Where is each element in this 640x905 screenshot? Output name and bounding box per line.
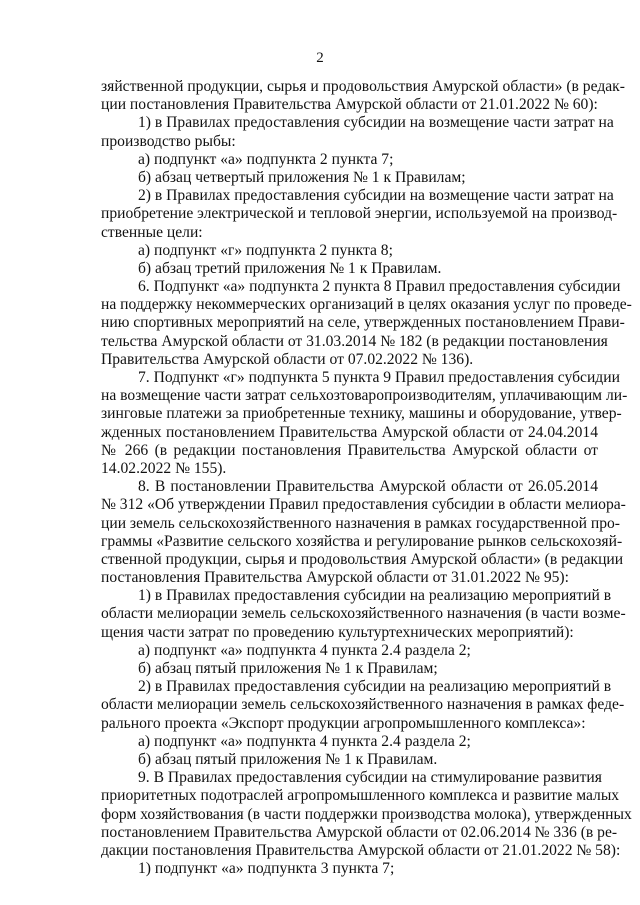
text-line: Правительства Амурской области от 07.02.2022 № 136). [101, 350, 474, 368]
paragraph [101, 860, 598, 878]
text-line: 1) подпункт «а» подпункта 3 пункта 7; [138, 860, 395, 878]
text-line: ции постановления Правительства Амурской области от 21.01.2022 № 60): [101, 96, 598, 114]
paragraph [101, 587, 626, 642]
text-line: б) абзац четвертый приложения № 1 к Правилам; [138, 168, 466, 186]
paragraph [101, 151, 598, 169]
paragraph [101, 187, 618, 242]
text-line: б) абзац пятый приложения № 1 к Правилам; [138, 660, 438, 677]
text-line: области мелиорации земель сельскохозяйственного назначения (в части возме- [101, 605, 626, 623]
text-line: 14.02.2022 № 155). [101, 459, 227, 477]
text-line: зинговые платежи за приобретенные технику, машины и оборудование, утвер- [101, 405, 622, 423]
text-line: рального проекта «Экспорт продукции агропромышленного комплекса»: [101, 714, 586, 732]
text-line: 2) в Правилах предоставления субсидии на реализацию мероприятий в [138, 678, 612, 696]
paragraph [101, 751, 598, 769]
text-line: граммы «Развитие сельского хозяйства и регулирование рынков сельскохозяй- [101, 532, 623, 550]
paragraph [101, 78, 625, 114]
text-line: приоритетных подотраслей агропромышленного комплекса и развитие малых [101, 787, 620, 805]
text-line: а) подпункт «г» подпункта 2 пункта 8; [138, 241, 393, 259]
text-line: тельства Амурской области от 31.03.2014 № 182 (в редакции постановления [101, 332, 608, 350]
text-line: ственные цели: [101, 223, 203, 241]
document-body [101, 78, 632, 878]
paragraph [101, 660, 598, 678]
text-line: 8. В постановлении Правительства Амурской области от 26.05.2014 [138, 478, 598, 496]
text-line: № 312 «Об утверждении Правил предоставления субсидии в области мелиора- [101, 496, 626, 514]
text-line: 7. Подпункт «г» подпункта 5 пункта 9 Правил предоставления субсидии [138, 369, 620, 386]
text-line: форм хозяйствования (в части поддержки производства молока), утвержденных [101, 805, 632, 823]
paragraph [101, 678, 625, 733]
paragraph [101, 769, 632, 860]
paragraph [101, 169, 598, 187]
paragraph [101, 278, 632, 369]
text-line: 9. В Правилах предоставления субсидии на стимулирование развития [138, 769, 602, 787]
text-line: на поддержку некоммерческих организаций в целях оказания услуг по проведе- [101, 296, 632, 314]
text-line: производство рыбы: [101, 132, 236, 150]
text-line: ственной продукции, сырья и продовольствия Амурской области» (в редакции [101, 550, 624, 568]
text-line: зяйственной продукции, сырья и продовольствия Амурской области» (в редак- [101, 78, 625, 95]
paragraph [101, 114, 614, 150]
paragraph [101, 478, 626, 587]
text-line: б) абзац пятый приложения № 1 к Правилам. [138, 750, 438, 768]
text-line: дакции постановления Правительства Амурской области от 21.01.2022 № 58): [101, 841, 621, 859]
text-line: 2) в Правилах предоставления субсидии на возмещение части затрат на [138, 187, 614, 205]
text-line: щения части затрат по проведению культуртехнических мероприятий): [101, 623, 574, 641]
paragraph [101, 242, 598, 260]
text-line: а) подпункт «а» подпункта 4 пункта 2.4 раздела 2; [138, 641, 471, 659]
paragraph [101, 733, 598, 751]
text-line: жденных постановлением Правительства Амурской области от 24.04.2014 [101, 423, 598, 441]
text-line: области мелиорации земель сельскохозяйственного назначения в рамках феде- [101, 696, 625, 714]
text-line: ции земель сельскохозяйственного назначения в рамках государственной про- [101, 514, 620, 532]
text-line: приобретение электрической и тепловой энергии, используемой на производ- [101, 205, 618, 223]
text-line: а) подпункт «а» подпункта 4 пункта 2.4 раздела 2; [138, 732, 471, 750]
text-line: б) абзац третий приложения № 1 к Правилам. [138, 259, 442, 277]
text-line: 1) в Правилах предоставления субсидии на реализацию мероприятий в [138, 587, 612, 605]
text-line: постановлением Правительства Амурской области от 02.06.2014 № 336 (в ре- [101, 823, 618, 841]
page-number: 2 [316, 50, 324, 66]
paragraph [101, 260, 598, 278]
paragraph [101, 642, 598, 660]
text-line: 6. Подпункт «а» подпункта 2 пункта 8 Правил предоставления субсидии [138, 278, 621, 296]
text-line: 1) в Правилах предоставления субсидии на возмещение части затрат на [138, 114, 614, 132]
text-line: постановления Правительства Амурской области от 31.01.2022 № 95): [101, 569, 569, 587]
text-line: на возмещение части затрат сельхозтоваропроизводителям, уплачивающим ли- [101, 387, 628, 405]
text-line: нию спортивных мероприятий на селе, утвержденных постановлением Прави- [101, 314, 625, 332]
paragraph [101, 369, 628, 478]
text-line: № 266 (в редакции постановления Правительства Амурской области от [101, 441, 598, 459]
text-line: а) подпункт «а» подпункта 2 пункта 7; [138, 150, 394, 168]
